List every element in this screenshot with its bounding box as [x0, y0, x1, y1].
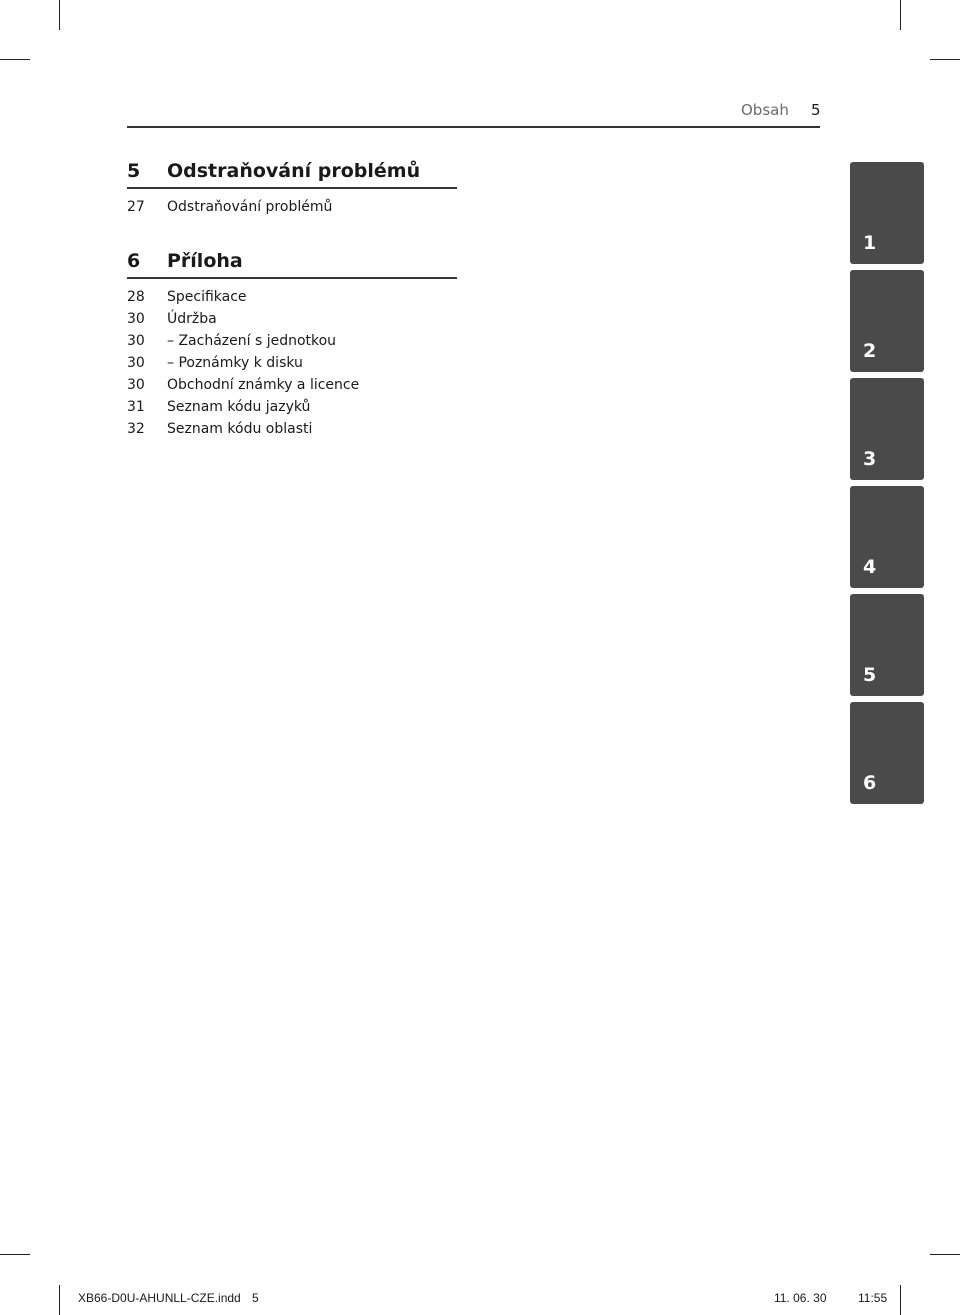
toc-entry[interactable] — [127, 286, 457, 308]
toc-entry[interactable] — [127, 196, 457, 218]
footer-page-number: 5 — [252, 1291, 259, 1305]
toc-entries — [127, 196, 457, 218]
section-rule — [127, 187, 457, 189]
toc-entry-page: 30 — [127, 333, 145, 349]
toc-entry-text: – Poznámky k disku — [167, 355, 303, 371]
toc-entry-text: Specifikace — [167, 289, 247, 305]
chapter-tab-4[interactable] — [850, 486, 924, 588]
toc-entry-text: Seznam kódu jazyků — [167, 399, 311, 415]
toc-subentry[interactable] — [127, 352, 457, 374]
crop-mark-top-right — [900, 0, 901, 30]
chapter-tab-label: 6 — [863, 772, 877, 794]
toc-entry-page: 31 — [127, 399, 145, 415]
crop-mark-bottom-left-h — [0, 1254, 30, 1255]
toc-entry-page: 28 — [127, 289, 145, 305]
section-title: Odstraňování problémů — [167, 160, 421, 182]
toc-entry-text: Seznam kódu oblasti — [167, 421, 313, 437]
footer-time: 11:55 — [858, 1291, 888, 1305]
toc-entry[interactable] — [127, 374, 457, 396]
header-page-number: 5 — [811, 101, 821, 119]
toc-entry-page: 30 — [127, 355, 145, 371]
toc-entry-page: 27 — [127, 199, 145, 215]
section-heading — [127, 160, 457, 186]
toc-section-6 — [127, 250, 457, 437]
toc-entry-text: – Zacházení s jednotkou — [167, 333, 337, 349]
toc-entry-page: 30 — [127, 377, 145, 393]
crop-mark-top-right-h — [930, 59, 960, 60]
toc-section-5 — [127, 160, 457, 215]
section-title: Příloha — [167, 250, 243, 272]
crop-mark-top-left — [59, 0, 60, 30]
crop-mark-top-left-h — [0, 59, 30, 60]
toc-entry-page: 32 — [127, 421, 145, 437]
chapter-tab-label: 5 — [863, 664, 877, 686]
chapter-tab-2[interactable] — [850, 270, 924, 372]
crop-mark-bottom-right-h — [930, 1254, 960, 1255]
section-number: 5 — [127, 160, 141, 182]
crop-mark-bottom-left — [59, 1285, 60, 1315]
chapter-tab-6[interactable] — [850, 702, 924, 804]
chapter-tab-label: 1 — [863, 232, 877, 254]
footer-date: 11. 06. 30 — [774, 1291, 827, 1305]
toc-entry[interactable] — [127, 308, 457, 330]
chapter-tab-label: 3 — [863, 448, 877, 470]
toc-entry-text: Údržba — [167, 311, 217, 327]
toc-entry[interactable] — [127, 396, 457, 418]
footer-file-name: XB66-D0U-AHUNLL-CZE.indd — [78, 1291, 241, 1305]
toc-entry[interactable] — [127, 418, 457, 440]
chapter-tab-label: 4 — [863, 556, 877, 578]
toc-entry-text: Odstraňování problémů — [167, 199, 333, 215]
section-rule — [127, 277, 457, 279]
chapter-tab-label: 2 — [863, 340, 877, 362]
chapter-tab-1[interactable] — [850, 162, 924, 264]
chapter-tab-5[interactable] — [850, 594, 924, 696]
toc-entry-page: 30 — [127, 311, 145, 327]
header-rule — [127, 126, 820, 128]
header-section-title: Obsah — [741, 101, 789, 119]
toc-entries — [127, 286, 457, 440]
toc-entry-text: Obchodní známky a licence — [167, 377, 360, 393]
toc-subentry[interactable] — [127, 330, 457, 352]
section-number: 6 — [127, 250, 141, 272]
section-heading — [127, 250, 457, 276]
crop-mark-bottom-right — [900, 1285, 901, 1315]
chapter-tab-3[interactable] — [850, 378, 924, 480]
